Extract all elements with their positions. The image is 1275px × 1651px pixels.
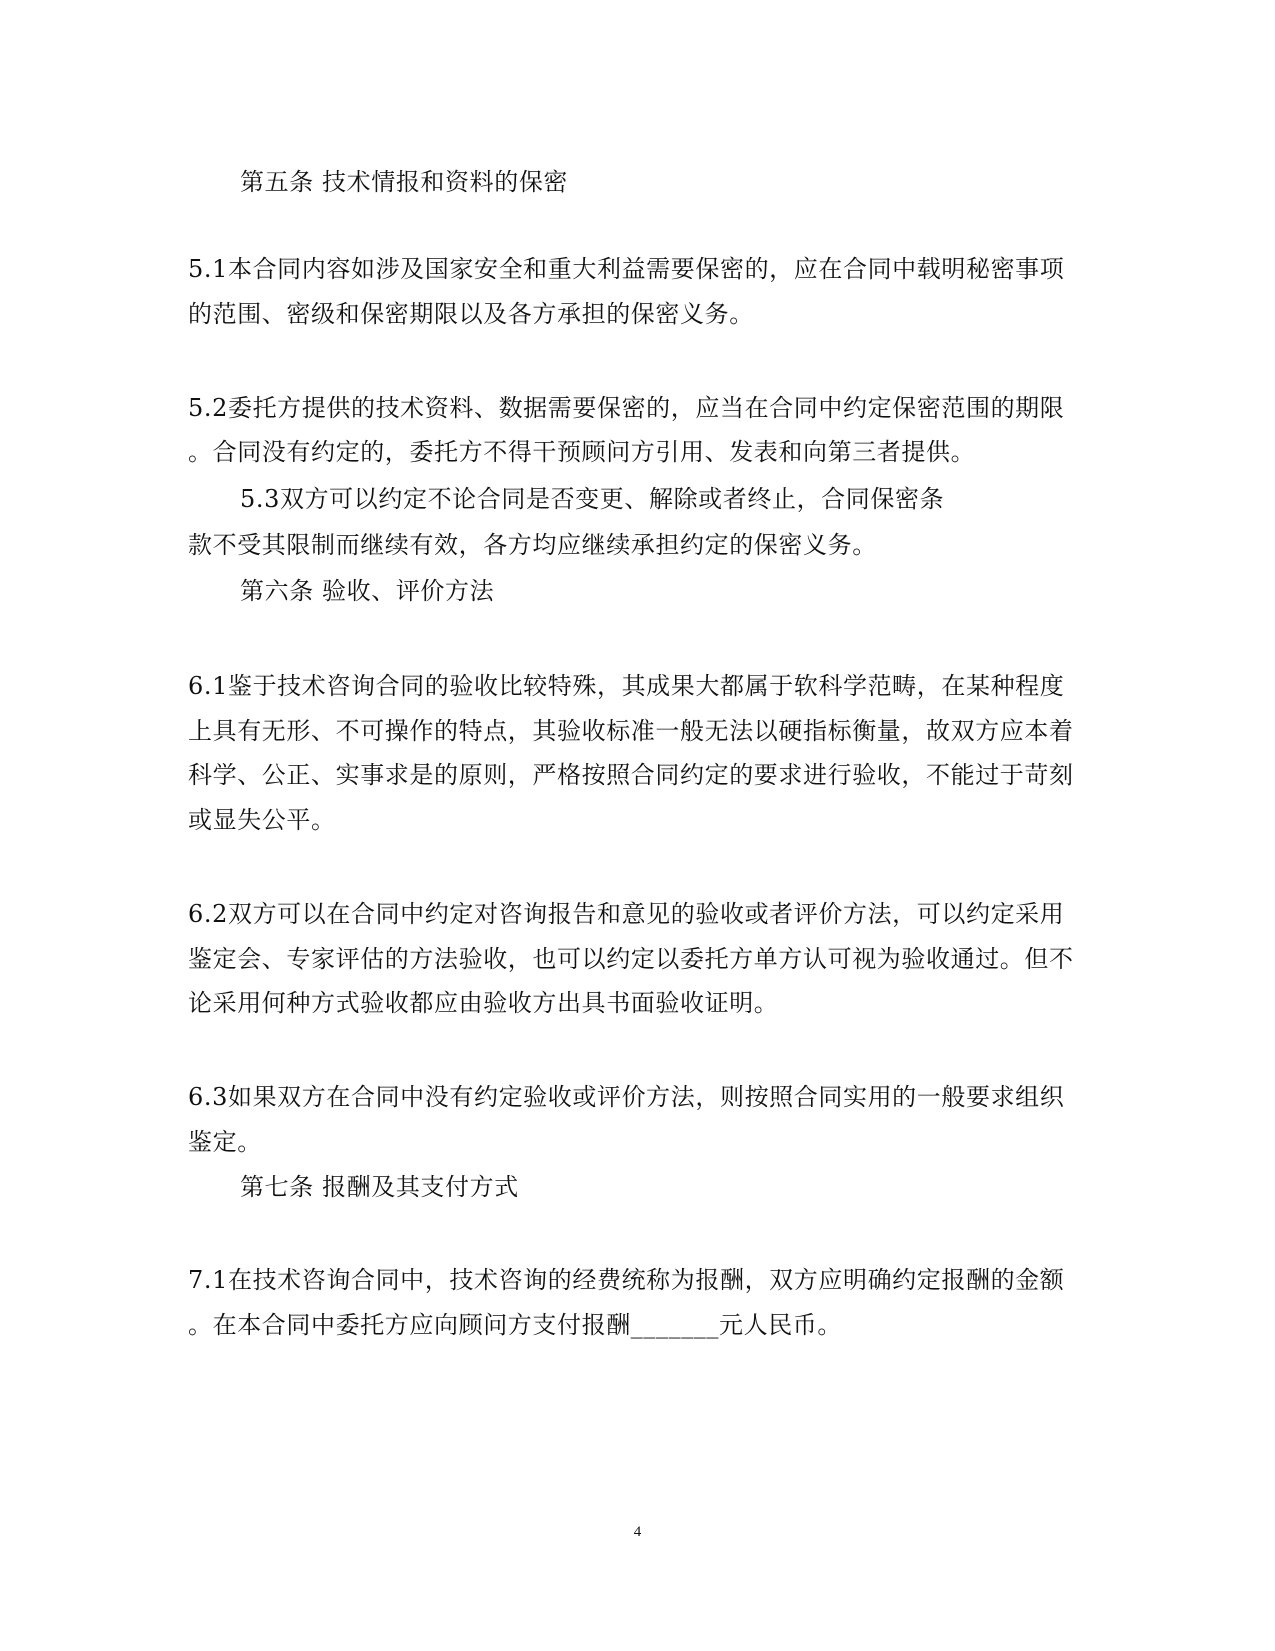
clause-6-1-line-3: 科学、公正、实事求是的原则，严格按照合同约定的要求进行验收，不能过于苛刻 (188, 761, 1074, 789)
section-5-heading: 第五条 技术情报和资料的保密 (240, 168, 569, 196)
clause-5-3-line-1: 5.3双方可以约定不论合同是否变更、解除或者终止，合同保密条 (240, 485, 945, 513)
clause-6-2-line-3: 论采用何种方式验收都应由验收方出具书面验收证明。 (188, 989, 779, 1017)
section-6-heading: 第六条 验收、评价方法 (240, 577, 495, 605)
clause-5-2-line-2: 。合同没有约定的，委托方不得干预顾问方引用、发表和向第三者提供。 (188, 438, 976, 466)
clause-5-1-line-2: 的范围、密级和保密期限以及各方承担的保密义务。 (188, 300, 754, 328)
clause-6-1-line-2: 上具有无形、不可操作的特点，其验收标准一般无法以硬指标衡量，故双方应本着 (188, 717, 1074, 745)
clause-6-1-line-1: 6.1鉴于技术咨询合同的验收比较特殊，其成果大都属于软科学范畴，在某种程度 (188, 672, 1065, 700)
clause-6-3-line-2: 鉴定。 (188, 1128, 262, 1156)
clause-7-1-line-2: 。在本合同中委托方应向顾问方支付报酬_______元人民币。 (188, 1311, 842, 1339)
clause-6-1-line-4: 或显失公平。 (188, 806, 336, 834)
clause-6-2-line-2: 鉴定会、专家评估的方法验收，也可以约定以委托方单方认可视为验收通过。但不 (188, 945, 1074, 973)
clause-6-3-line-1: 6.3如果双方在合同中没有约定验收或评价方法，则按照合同实用的一般要求组织 (188, 1083, 1065, 1111)
page-number: 4 (633, 1524, 642, 1540)
clause-5-1-line-1: 5.1本合同内容如涉及国家安全和重大利益需要保密的，应在合同中载明秘密事项 (188, 255, 1065, 283)
clause-5-3-line-2: 款不受其限制而继续有效，各方均应继续承担约定的保密义务。 (188, 531, 877, 559)
section-7-heading: 第七条 报酬及其支付方式 (240, 1173, 519, 1201)
clause-7-1-line-1: 7.1在技术咨询合同中，技术咨询的经费统称为报酬，双方应明确约定报酬的金额 (188, 1266, 1065, 1294)
clause-6-2-line-1: 6.2双方可以在合同中约定对咨询报告和意见的验收或者评价方法，可以约定采用 (188, 900, 1065, 928)
clause-5-2-line-1: 5.2委托方提供的技术资料、数据需要保密的，应当在合同中约定保密范围的期限 (188, 394, 1065, 422)
